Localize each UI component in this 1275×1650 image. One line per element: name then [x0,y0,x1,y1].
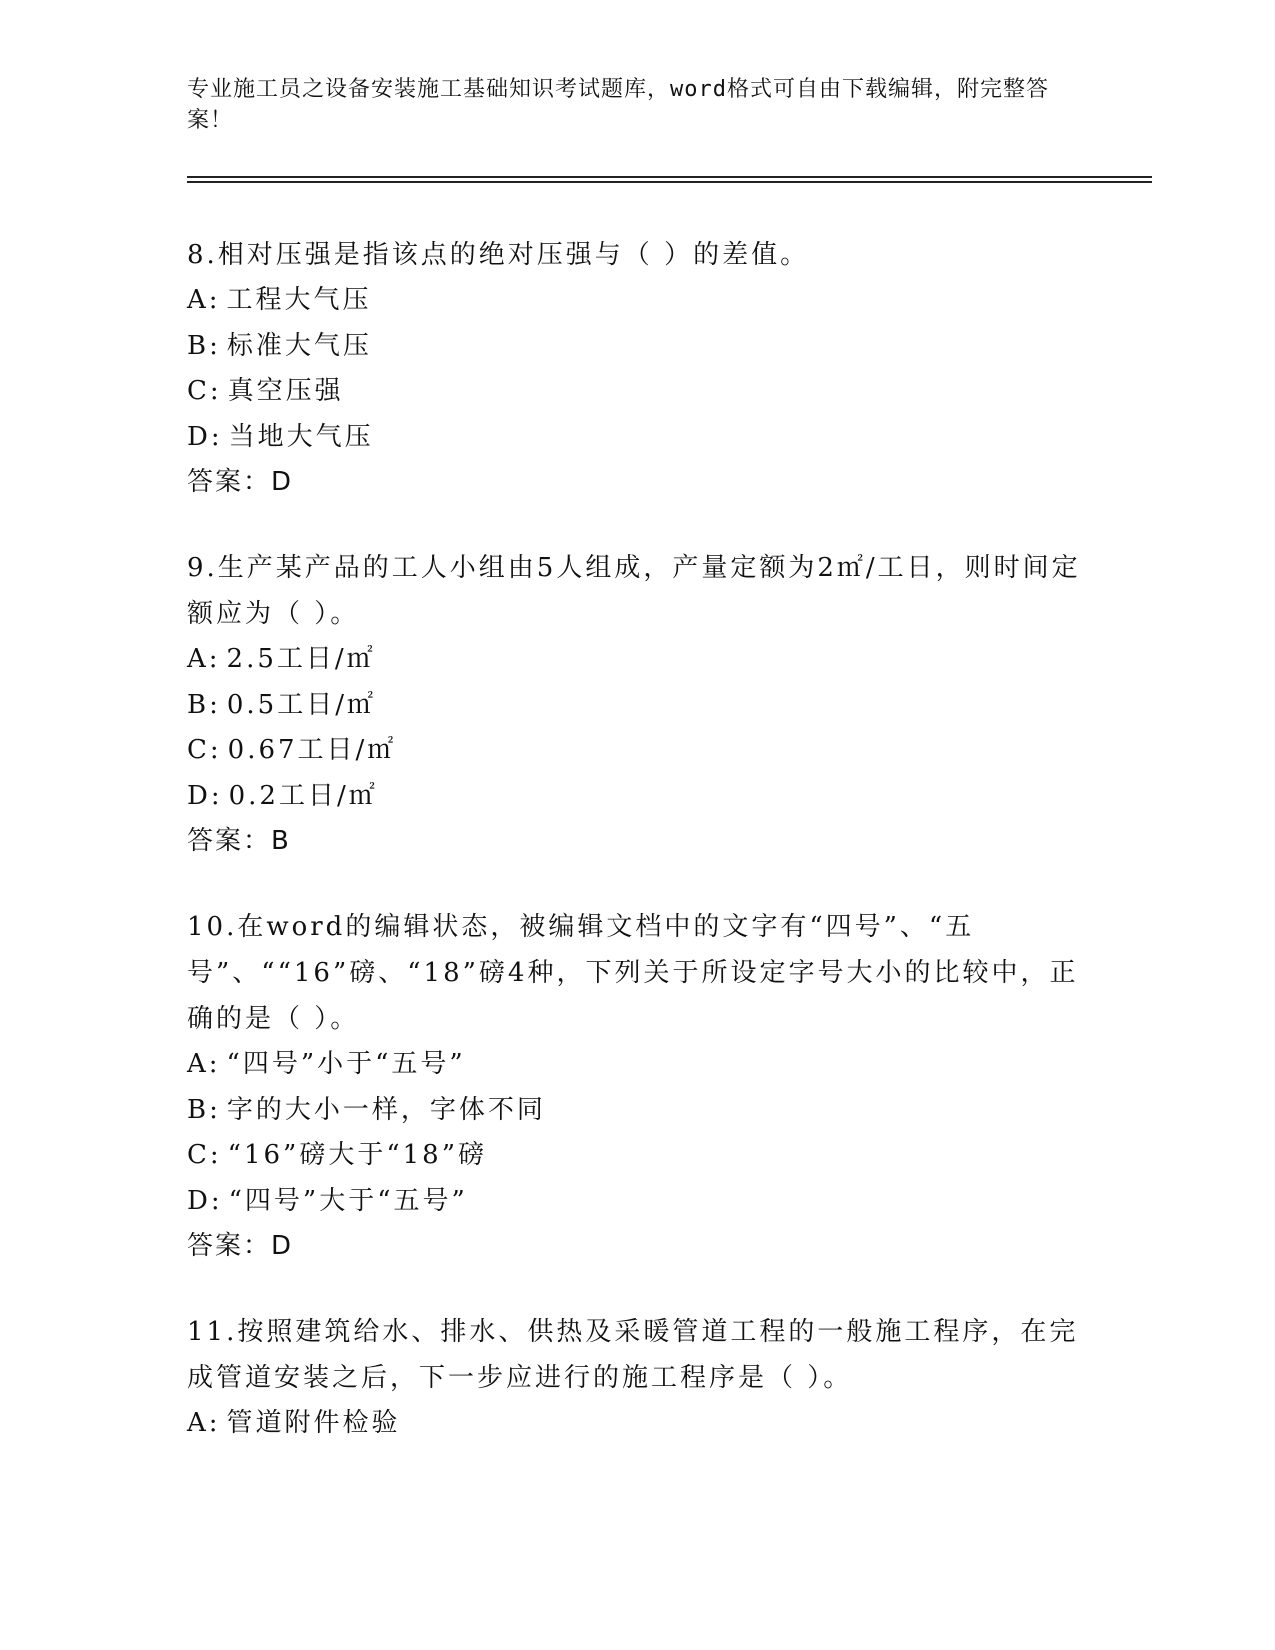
question-stem: 9.生产某产品的工人小组由5人组成，产量定额为2㎡/工日，则时间定额应为（ ）。 [187,553,1081,629]
option-text: 0.2工日/㎡ [228,780,378,811]
answer-line: 答案：B [187,826,291,856]
option-text: 当地大气压 [228,421,374,452]
option-b [187,683,1087,729]
option-text: 0.67工日/㎡ [227,735,397,765]
option-letter: D: [187,421,223,452]
option-letter: B: [187,1094,221,1125]
option-letter: A: [187,285,221,315]
option-letter: C: [187,1140,222,1170]
option-c [187,369,1087,415]
question-stem: 11.按照建筑给水、排水、供热及采暖管道工程的一般施工程序，在完成管道安装之后，下一步应进行的施工程序是（ ）。 [187,1317,1079,1393]
option-letter: D: [187,780,223,811]
option-letter: C: [187,376,222,406]
option-letter: A: [187,1408,221,1438]
option-c [187,728,1087,774]
option-a [187,1401,1087,1447]
option-d [187,774,1087,820]
answer-line: 答案：D [187,1231,294,1261]
question-item [187,232,1087,505]
option-text: 工程大气压 [226,285,372,315]
option-letter: C: [187,735,222,765]
option-text: “16”磅大于“18”磅 [227,1140,487,1170]
option-text: “四号”小于“五号” [226,1049,466,1079]
option-text: 标准大气压 [226,330,372,361]
option-letter: B: [187,330,221,361]
option-letter: A: [187,644,221,674]
option-a [187,637,1087,683]
option-b [187,324,1087,370]
option-text: 0.5工日/㎡ [226,689,376,720]
header-rule-top [187,176,1152,178]
question-stem: 8.相对压强是指该点的绝对压强与（ ）的差值。 [187,240,810,270]
question-item [187,1309,1087,1447]
option-text: 真空压强 [227,376,344,406]
option-text: 字的大小一样，字体不同 [226,1094,546,1125]
answer-line: 答案：D [187,467,294,497]
document-header: 专业施工员之设备安装施工基础知识考试题库，word格式可自由下载编辑，附完整答案！ [187,77,1049,133]
option-text: 管道附件检验 [226,1408,401,1438]
option-b [187,1088,1087,1134]
option-text: 2.5工日/㎡ [226,644,376,674]
question-item [187,545,1087,864]
option-a [187,278,1087,324]
question-item [187,904,1087,1269]
option-c [187,1133,1087,1179]
option-letter: D: [187,1185,223,1216]
header-rule-bottom [187,181,1152,183]
option-text: “四号”大于“五号” [228,1185,468,1216]
option-d [187,1179,1087,1225]
question-list [187,232,1087,1465]
option-d [187,415,1087,461]
option-letter: B: [187,689,221,720]
option-letter: A: [187,1049,221,1079]
option-a [187,1042,1087,1088]
question-stem: 10.在word的编辑状态，被编辑文档中的文字有“四号”、“五号”、““16”磅、“18”磅4种，下列关于所设定字号大小的比较中，正确的是（ ）。 [187,912,1079,1034]
